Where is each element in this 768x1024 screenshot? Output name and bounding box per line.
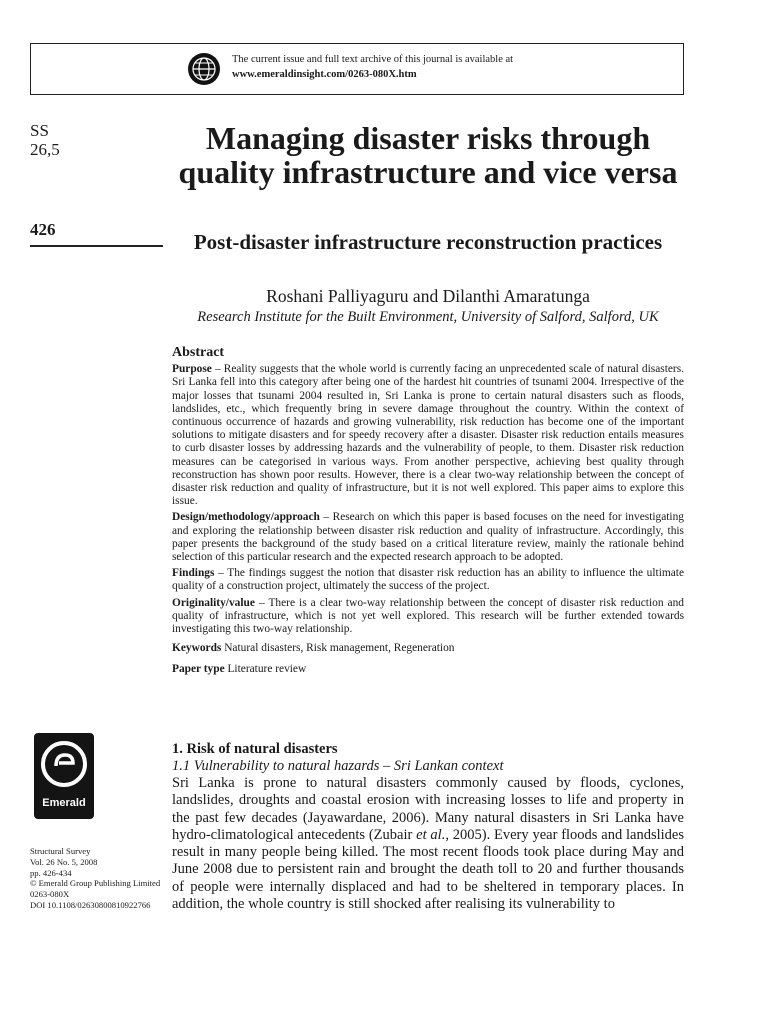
purpose-label: Purpose bbox=[172, 363, 212, 376]
abstract-purpose bbox=[172, 363, 684, 508]
section-1 bbox=[172, 741, 684, 913]
banner-url-link[interactable]: www.emeraldinsight.com/0263-080X.htm bbox=[232, 69, 417, 80]
paper-type-label: Paper type bbox=[172, 663, 225, 676]
globe-icon bbox=[187, 52, 221, 86]
findings-label: Findings bbox=[172, 567, 215, 580]
authors: Roshani Palliyaguru and Dilanthi Amaratunga bbox=[266, 286, 590, 306]
banner-text bbox=[232, 52, 513, 82]
body-text-b: , 2005). Every year floods and landslides result in many people being killed. The most recent floods took place during May and June 2008 due to persistent rain and brought the death toll to 20 and further thousands of people were internally displaced and had to be sheltered in temporary places. In addition, the whole country is still shocked after realising its vulnerability to bbox=[172, 826, 684, 913]
journal-doi: DOI 10.1108/02630800810922766 bbox=[30, 899, 151, 910]
abstract-originality bbox=[172, 597, 684, 637]
paper-subtitle: Post-disaster infrastructure reconstruction practices bbox=[193, 230, 663, 254]
design-label: Design/methodology/approach bbox=[172, 511, 320, 524]
originality-text: – There is a clear two-way relationship between the concept of disaster risk reduction and quality of infrastructure, which is not yet well explored. This research will be further extended towards investigating this two-way relationship. bbox=[172, 596, 684, 636]
page-number: 426 bbox=[30, 220, 56, 239]
abstract-paper-type bbox=[172, 663, 684, 676]
journal-name: Structural Survey bbox=[30, 846, 91, 856]
body-text-a: Sri Lanka is prone to natural disasters commonly caused by floods, cyclones, landslides, droughts and coastal erosion with increasing losses to life and property in the past few decades (Jayawardane, 2006). Many natural disasters in Sri Lanka have hydro-climatological antecedents (Zubair bbox=[172, 775, 684, 843]
volume-issue: 26,5 bbox=[30, 140, 60, 159]
paper-title: Managing disaster risks through quality infrastructure and vice versa bbox=[178, 120, 678, 190]
journal-issn: 0263-080X bbox=[30, 889, 70, 900]
subsection-heading: 1.1 Vulnerability to natural hazards – Sri Lankan context bbox=[172, 758, 504, 774]
emerald-mark-icon bbox=[34, 733, 94, 795]
findings-text: – The findings suggest the notion that disaster risk reduction has an ability to influence the ultimate quality of a construction project, ultimately the success of the project. bbox=[172, 567, 684, 593]
emerald-logo-icon bbox=[34, 733, 94, 819]
abstract bbox=[172, 346, 684, 680]
design-text: – Research on which this paper is based focuses on the need for investigating and exploring the relationship between disaster risk reduction and quality of infrastructure. Accordingly, this paper presents the background of the study based on a critical literature review, mainly the rationale behind selection of this particular research and the expected research approach to be adopted. bbox=[172, 511, 684, 564]
journal-banner bbox=[30, 43, 684, 95]
paper-type-text: Literature review bbox=[224, 663, 307, 676]
journal-pages: pp. 426-434 bbox=[30, 867, 72, 878]
keywords-label: Keywords bbox=[172, 642, 222, 655]
journal-copyright: © Emerald Group Publishing Limited bbox=[30, 878, 161, 889]
journal-metadata bbox=[30, 846, 160, 911]
purpose-text: – Reality suggests that the whole world is currently facing an unprecedented scale of natural disasters. Sri Lanka fell into this category after being one of the hardest hit countries of tsunami 2004. Irrespective of the major losses that tsunami 2004 resulted in, Sri Lanka is prone to certain natural disasters such as floods, landslides, etc., which frequently bring in severe damage throughout the country. Within the context of continuous occurrence of hazards and growing vulnerability, risk reduction has become one of the important solutions to mitigate disasters and for speedy recovery after a disaster. Disaster risk reduction entails measures to curb disaster losses by addressing hazards and the vulnerability of people, to them. Disaster risk reduction measures can be categorised in various ways. From another perspective, achieving best quality through reconstruction has shown poor results. However, there is a clear two-way relationship between the concept of disaster risk reduction and quality of infrastructure, but it is not well explored. This paper aims to explore this issue. bbox=[172, 363, 684, 508]
affiliation: Research Institute for the Built Environment, University of Salford, Salford, UK bbox=[197, 309, 659, 325]
abstract-findings bbox=[172, 567, 684, 593]
journal-volume: Vol. 26 No. 5, 2008 bbox=[30, 856, 98, 867]
keywords-text: Natural disasters, Risk management, Regeneration bbox=[221, 642, 455, 655]
abstract-design bbox=[172, 511, 684, 564]
journal-issue-label bbox=[30, 121, 60, 159]
banner-line: The current issue and full text archive of this journal is available at bbox=[232, 54, 514, 65]
section-heading: 1. Risk of natural disasters bbox=[172, 741, 338, 757]
sidebar-divider bbox=[30, 245, 163, 247]
abstract-keywords bbox=[172, 642, 684, 655]
abstract-heading: Abstract bbox=[172, 345, 225, 360]
publisher-name: Emerald bbox=[42, 797, 86, 809]
body-etal: et al. bbox=[416, 826, 446, 843]
body-paragraph bbox=[172, 775, 684, 913]
journal-code: SS bbox=[30, 121, 49, 140]
originality-label: Originality/value bbox=[172, 596, 255, 609]
